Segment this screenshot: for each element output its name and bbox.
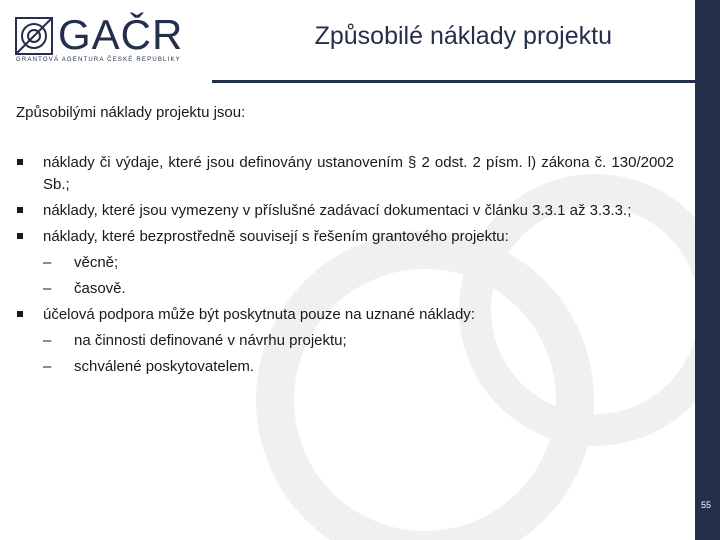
dash-bullet-icon: –: [43, 358, 52, 375]
sub-list-item-text: schválené poskytovatelem.: [74, 358, 255, 375]
logo-mark-icon: [14, 16, 54, 56]
list-item: [16, 304, 674, 378]
cost-list: [16, 152, 674, 382]
page-number: 55: [700, 500, 711, 510]
list-item: [16, 152, 674, 196]
right-sidebar-bar: [695, 0, 720, 540]
square-bullet-icon: [17, 207, 23, 213]
slide-title: Způsobilé náklady projektu: [314, 22, 612, 50]
square-bullet-icon: [17, 233, 23, 239]
lead-text: Způsobilými náklady projektu jsou:: [16, 104, 246, 121]
list-item-text: náklady, které bezprostředně souvisejí s řešením grantového projektu:: [43, 228, 509, 245]
gacr-logo: [14, 11, 189, 70]
sub-list-item: [43, 356, 674, 378]
list-item: [16, 226, 674, 300]
square-bullet-icon: [17, 311, 23, 317]
dash-bullet-icon: –: [43, 254, 52, 271]
sub-list-item-text: časově.: [74, 280, 126, 297]
dash-bullet-icon: –: [43, 280, 52, 297]
sub-list-item-text: věcně;: [74, 254, 119, 271]
list-item-text: náklady, které jsou vymezeny v příslušné zadávací dokumentaci v článku 3.3.1 až 3.3.3.;: [43, 202, 632, 219]
sub-list-item: [43, 252, 674, 274]
sub-list: [43, 330, 674, 378]
sub-list-item: [43, 278, 674, 300]
list-item-text: náklady či výdaje, které jsou definovány ustanovením § 2 odst. 2 písm. l) zákona č. 130/2002 Sb.;: [43, 154, 674, 193]
title-divider: [212, 80, 695, 83]
list-item: [16, 200, 674, 222]
list-item-text: účelová podpora může být poskytnuta pouze na uznané náklady:: [43, 306, 475, 323]
sub-list: [43, 252, 674, 300]
sub-list-item-text: na činnosti definované v návrhu projektu;: [74, 332, 347, 349]
square-bullet-icon: [17, 159, 23, 165]
dash-bullet-icon: –: [43, 332, 52, 349]
logo-wordmark: GAČR: [58, 11, 184, 58]
sub-list-item: [43, 330, 674, 352]
logo-subtitle: GRANTOVÁ AGENTURA ČESKÉ REPUBLIKY: [16, 57, 181, 63]
